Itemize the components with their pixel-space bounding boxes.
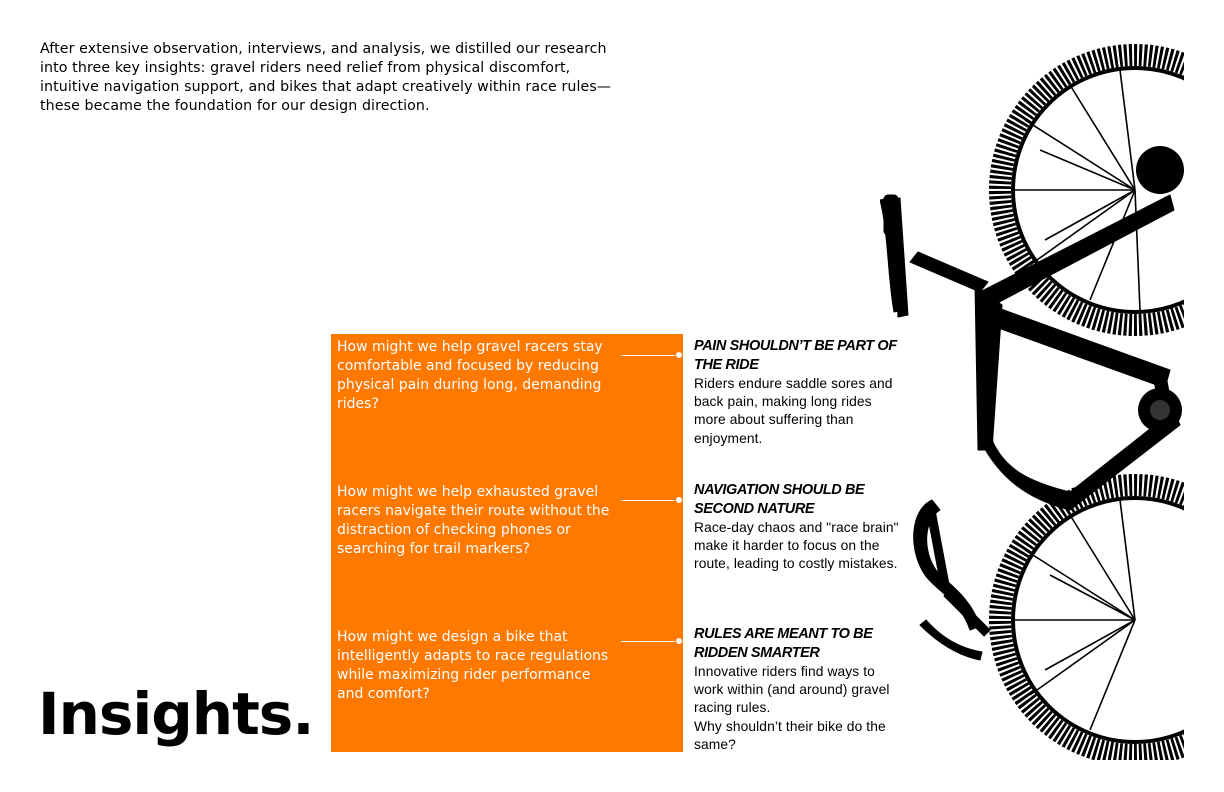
insight-heading-2: NAVIGATION SHOULD BE SECOND NATURE: [694, 482, 865, 517]
connector-dot-3: [675, 637, 683, 645]
connector-line-1: [621, 355, 679, 356]
insight-body-3b: Why shouldn’t their bike do the same?: [694, 718, 886, 752]
insight-body-3: Innovative riders find ways to work within (and around) gravel racing rules.: [694, 664, 890, 716]
insight-heading-1: PAIN SHOULDN’T BE PART OF THE RIDE: [694, 338, 897, 373]
page-title: Insights.: [38, 680, 314, 748]
insight-body-1: Riders endure saddle sores and back pain, making long rides more about suffering than enjoyment.: [694, 376, 893, 446]
intro-paragraph: After extensive observation, interviews, and analysis, we distilled our research into three key insights: gravel riders need relief from physical discomfort, intuitive navigation support, and bikes that adapt creatively within race rules—these became the foundation for our design direction.: [40, 41, 612, 114]
insight-body-2: Race-day chaos and "race brain" make it harder to focus on the route, leading to costly mistakes.: [694, 520, 899, 572]
gravel-bike-photo: [880, 30, 1184, 760]
insight-card-1: [694, 337, 899, 448]
insight-card-3: [694, 625, 899, 754]
connector-dot-1: [675, 351, 683, 359]
connector-line-3: [621, 641, 679, 642]
connector-line-2: [621, 500, 679, 501]
question-1: How might we help gravel racers stay comfortable and focused by reducing physical pain during long, demanding rides?: [337, 339, 603, 412]
insight-card-2: [694, 481, 899, 574]
insight-heading-3: RULES ARE MEANT TO BE RIDDEN SMARTER: [694, 626, 873, 661]
question-3: How might we design a bike that intelligently adapts to race regulations while maximizing rider performance and comfort?: [337, 629, 609, 702]
questions-panel: [331, 334, 683, 752]
connector-dot-2: [675, 496, 683, 504]
question-2: How might we help exhausted gravel racers navigate their route without the distraction of checking phones or searching for trail markers?: [337, 484, 610, 557]
